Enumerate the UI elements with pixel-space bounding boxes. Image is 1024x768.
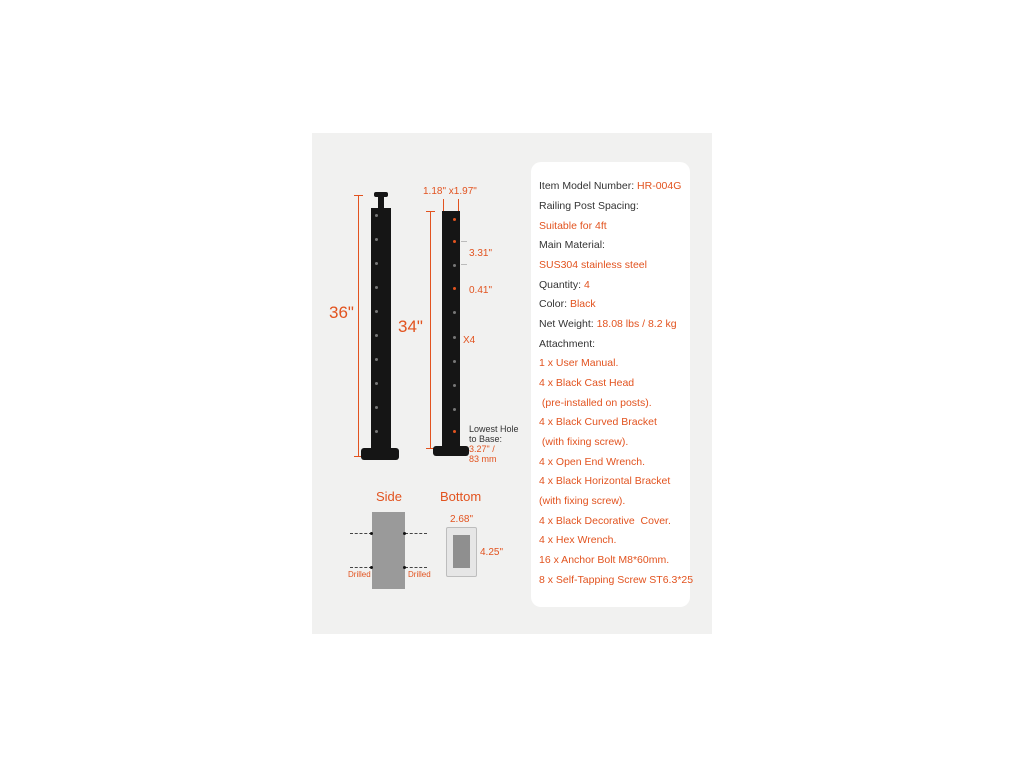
post-hole xyxy=(453,287,456,290)
section-tick-left xyxy=(443,199,444,211)
spec-quantity-value: 4 xyxy=(583,279,590,291)
lowest-hole-label xyxy=(469,424,519,444)
height-36-dimension-line xyxy=(358,195,359,457)
spec-weight-value: 18.08 lbs / 8.2 kg xyxy=(596,318,677,330)
height-36-label: 36" xyxy=(329,303,354,322)
post-34-body xyxy=(442,211,460,448)
post-hole xyxy=(453,240,456,243)
attachment-item: (with fixing screw). xyxy=(539,436,629,448)
attachment-item: 16 x Anchor Bolt M8*60mm. xyxy=(539,554,670,566)
drilled-label-left: Drilled xyxy=(348,570,371,579)
post-36-base-plate xyxy=(361,448,399,460)
attachment-item: 4 x Black Cast Head xyxy=(539,377,635,389)
lowest-hole-line-4: 83 mm xyxy=(469,454,497,464)
post-hole xyxy=(375,334,378,337)
height-34-dimension-line xyxy=(430,211,431,449)
hole-spacing-041: 0.41" xyxy=(469,285,493,296)
base-length-label: 4.25" xyxy=(480,547,504,558)
spec-spacing-value: Suitable for 4ft xyxy=(539,220,607,232)
drill-hole-dot xyxy=(403,566,406,569)
post-hole xyxy=(453,264,456,267)
drill-guide xyxy=(405,567,427,568)
attachment-item: 4 x Hex Wrench. xyxy=(539,534,617,546)
post-hole xyxy=(375,358,378,361)
post-hole xyxy=(375,430,378,433)
drill-hole-dot xyxy=(370,566,373,569)
attachment-item: 8 x Self-Tapping Screw ST6.3*25 xyxy=(539,574,694,586)
drill-guide xyxy=(350,533,372,534)
post-hole xyxy=(453,311,456,314)
dim-tick-top xyxy=(426,211,435,212)
lowest-hole-line-1: Lowest Hole xyxy=(469,424,519,434)
lowest-hole-line-2: to Base: xyxy=(469,434,503,444)
post-hole xyxy=(375,286,378,289)
post-hole xyxy=(375,382,378,385)
section-dimension: 1.18" x1.97" xyxy=(423,186,477,197)
spec-material-label: Main Material: xyxy=(539,239,605,251)
spec-attachment-label: Attachment: xyxy=(539,338,596,350)
spec-quantity xyxy=(539,279,590,291)
spec-model xyxy=(539,180,681,192)
hole-count-x4: X4 xyxy=(463,335,476,346)
lowest-hole-value xyxy=(469,444,497,464)
spacing-guide xyxy=(461,264,467,265)
drill-hole-dot xyxy=(403,532,406,535)
drill-hole-dot xyxy=(370,532,373,535)
spec-color-label: Color: xyxy=(539,298,570,310)
attachment-item: 4 x Black Curved Bracket xyxy=(539,416,657,428)
post-hole xyxy=(453,384,456,387)
spec-material-value: SUS304 stainless steel xyxy=(539,259,647,271)
post-hole xyxy=(453,360,456,363)
post-34-base-plate xyxy=(433,446,469,456)
attachment-item: 4 x Black Decorative Cover. xyxy=(539,515,671,527)
post-hole xyxy=(453,408,456,411)
post-hole xyxy=(453,430,456,433)
spec-quantity-label: Quantity: xyxy=(539,279,584,291)
attachment-item: (with fixing screw). xyxy=(539,495,626,507)
attachment-item: 4 x Black Horizontal Bracket xyxy=(539,475,671,487)
attachment-item: 1 x User Manual. xyxy=(539,357,619,369)
lowest-hole-line-3: 3.27" / xyxy=(469,444,495,454)
attachment-item: 4 x Open End Wrench. xyxy=(539,456,646,468)
post-hole xyxy=(453,218,456,221)
post-hole xyxy=(375,238,378,241)
post-36-body xyxy=(371,208,391,448)
spec-model-label: Item Model Number: xyxy=(539,180,638,192)
side-post-section xyxy=(372,512,405,589)
bottom-view-label: Bottom xyxy=(440,489,482,504)
spec-color-value: Black xyxy=(569,298,596,310)
post-hole xyxy=(375,262,378,265)
post-hole xyxy=(453,336,456,339)
post-hole xyxy=(375,406,378,409)
base-width-label: 2.68" xyxy=(450,514,474,525)
spec-weight-label: Net Weight: xyxy=(539,318,597,330)
spec-weight xyxy=(539,318,677,330)
spacing-guide xyxy=(461,241,467,242)
spec-spacing-label: Railing Post Spacing: xyxy=(539,200,639,212)
section-tick-right xyxy=(458,199,459,211)
drill-guide xyxy=(350,567,372,568)
attachment-item: (pre-installed on posts). xyxy=(539,397,652,409)
post-hole xyxy=(375,214,378,217)
spec-color xyxy=(539,298,596,310)
post-hole xyxy=(375,310,378,313)
side-view-label: Side xyxy=(376,489,403,504)
drill-guide xyxy=(405,533,427,534)
height-34-label: 34" xyxy=(398,317,423,336)
spec-model-value: HR-004G xyxy=(637,180,682,192)
base-plate-center xyxy=(453,535,470,568)
dim-tick-top xyxy=(354,195,363,196)
drilled-label-right: Drilled xyxy=(408,570,431,579)
hole-spacing-331: 3.31" xyxy=(469,248,493,259)
